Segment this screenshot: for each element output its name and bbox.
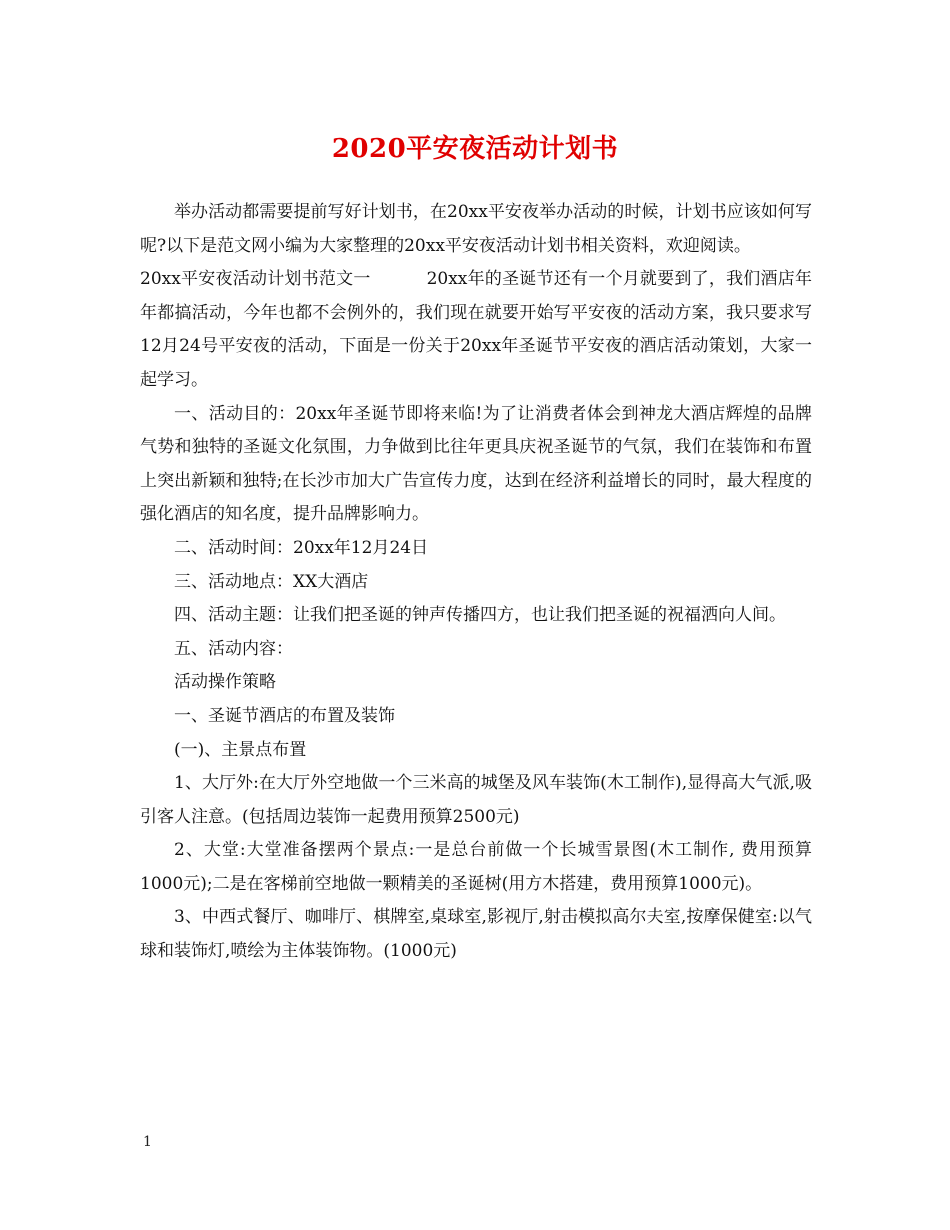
strategy-heading: 活动操作策略 xyxy=(174,672,276,693)
document-title: 2020平安夜活动计划书 xyxy=(331,134,619,164)
list-item: 1、大厅外:在大厅外空地做一个三米高的城堡及风车装饰(木工制作),显得高大气派,吸引客人注意。(包括周边装饰一起费用预算2500元) xyxy=(140,773,812,827)
location-paragraph: 三、活动地点：XX大酒店 xyxy=(174,571,369,592)
list-item: 3、中西式餐厅、咖啡厅、棋牌室,桌球室,影视厅,射击模拟高尔夫室,按摩保健室:以气球和装饰灯,喷绘为主体装饰物。(1000元) xyxy=(140,907,812,962)
purpose-paragraph: 一、活动目的：20xx年圣诞节即将来临!为了让消费者体会到神龙大酒店辉煌的品牌气势和独特的圣诞文化氛围，力争做到比往年更具庆祝圣诞节的气氛，我们在装饰和布置上突出新颖和独特;在长沙市加大广告宣传力度，达到在经济利益增长的同时，最大程度的强化酒店的知名度，提升品牌影响力。 xyxy=(140,403,812,525)
main-scene-heading: (一)、主景点布置 xyxy=(174,739,307,760)
document-body xyxy=(140,196,812,969)
page-number: 1 xyxy=(143,1134,152,1150)
content-heading: 五、活动内容： xyxy=(174,638,293,659)
sample-intro: 20xx年的圣诞节还有一个月就要到了，我们酒店年年都搞活动，今年也都不会例外的，我们现在就要开始写平安夜的活动方案，我只要求写12月24号平安夜的活动，下面是一份关于20xx年圣诞节平安夜的酒店活动策划，大家一起学习。 xyxy=(140,269,812,390)
decoration-heading: 一、圣诞节酒店的布置及装饰 xyxy=(174,705,395,726)
theme-paragraph: 四、活动主题：让我们把圣诞的钟声传播四方，也让我们把圣诞的祝福洒向人间。 xyxy=(174,605,786,626)
sample-heading: 20xx平安夜活动计划书范文一 xyxy=(140,269,371,290)
time-paragraph: 二、活动时间：20xx年12月24日 xyxy=(174,537,429,558)
list-item: 2、大堂:大堂准备摆两个景点:一是总台前做一个长城雪景图(木工制作, 费用预算1000元);二是在客梯前空地做一颗精美的圣诞树(用方木搭建，费用预算1000元)。 xyxy=(140,840,812,894)
intro-paragraph: 举办活动都需要提前写好计划书，在20xx平安夜举办活动的时候，计划书应该如何写呢?以下是范文网小编为大家整理的20xx平安夜活动计划书相关资料，欢迎阅读。 xyxy=(140,202,812,256)
sample-paragraph xyxy=(140,263,812,397)
